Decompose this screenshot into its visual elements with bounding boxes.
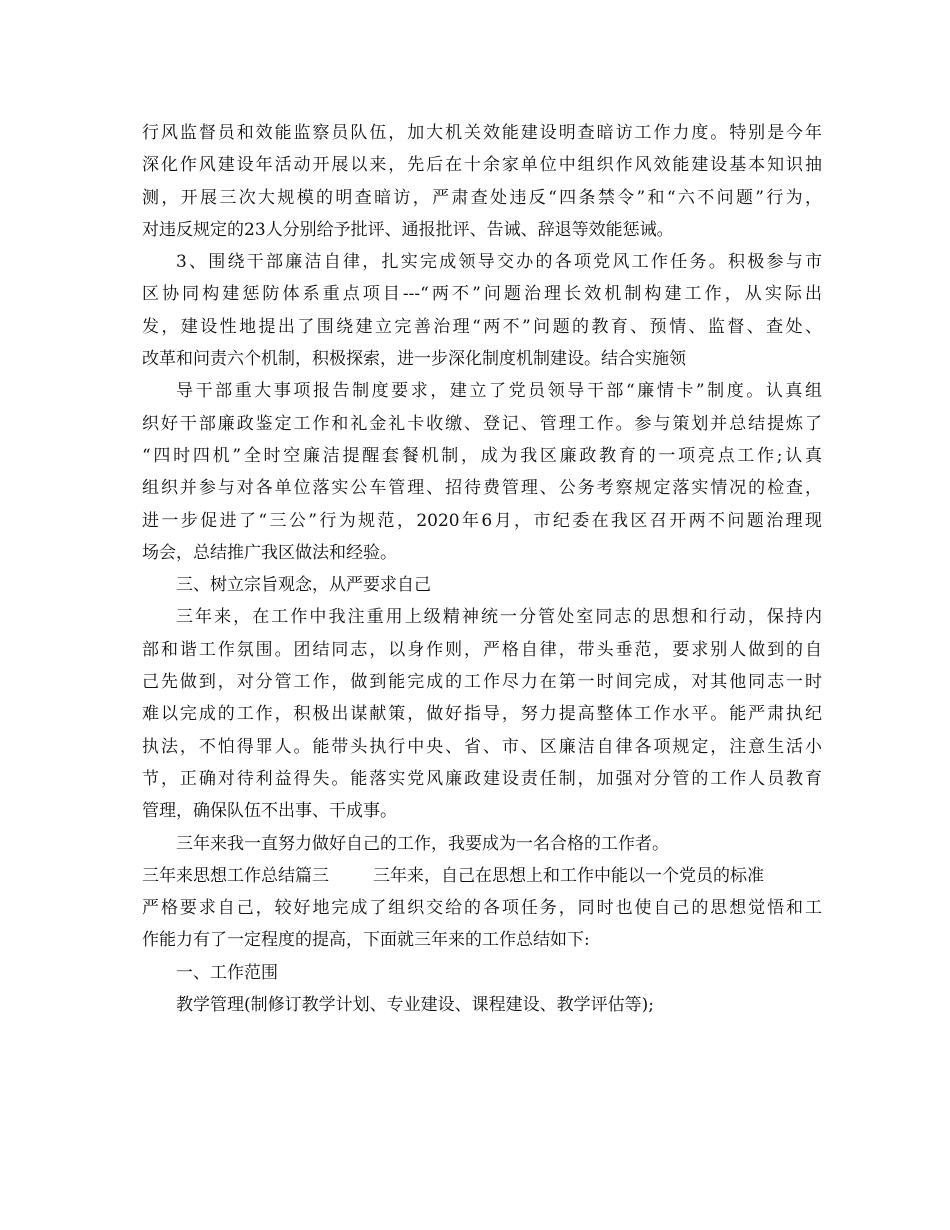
text-line: 行风监督员和效能监察员队伍，加大机关效能建设明查暗访工作力度。特别是今年 xyxy=(142,123,822,143)
text-line: 三年来，在工作中我注重用上级精神统一分管处室同志的思想和行动，保持内 xyxy=(176,607,822,628)
text-line: 测，开展三次大规模的明查暗访，严肃查处违反“四条禁令”和“六不问题”行为， xyxy=(142,187,822,208)
text-line: 难以完成的工作，积极出谋献策，做好指导，努力提高整体工作水平。能严肃执纪 xyxy=(142,704,822,725)
text-line: 发，建设性地提出了围绕建立完善治理“两不”问题的教育、预情、监督、查处、 xyxy=(142,316,822,337)
text-line: 进一步促进了“三公”行为规范，2020年6月，市纪委在我区召开两不问题治理现 xyxy=(142,510,822,531)
text-line: 管理，确保队伍不出事、干成事。 xyxy=(142,801,397,822)
text-line-with-heading xyxy=(142,860,822,892)
text-line: 区协同构建惩防体系重点项目---“两不”问题治理长效机制构建工作，从实际出 xyxy=(142,284,822,305)
section-heading: 一、工作范围 xyxy=(176,962,278,983)
text-line: 己先做到，对分管工作，做到能完成的工作尽力在第一时间完成，对其他同志一时 xyxy=(142,672,822,693)
section-heading: 三、树立宗旨观念，从严要求自己 xyxy=(176,575,431,596)
text-line: 3、围绕干部廉洁自律，扎实完成领导交办的各项党风工作任务。积极参与市 xyxy=(176,252,822,273)
text-line: 三年来我一直努力做好自己的工作，我要成为一名合格的工作者。 xyxy=(176,833,669,854)
text-line: 织好干部廉政鉴定工作和礼金礼卡收缴、登记、管理工作。参与策划并总结提炼了 xyxy=(142,413,822,434)
text-line: 导干部重大事项报告制度要求，建立了党员领导干部“廉情卡”制度。认真组 xyxy=(176,381,822,402)
text-line: 深化作风建设年活动开展以来，先后在十余家单位中组织作风效能建设基本知识抽 xyxy=(142,155,822,176)
text-line: 组织并参与对各单位落实公车管理、招待费管理、公务考察规定落实情况的检查， xyxy=(142,478,822,499)
text-line: 教学管理(制修订教学计划、专业建设、课程建设、教学评估等); xyxy=(176,995,654,1016)
document-body xyxy=(142,117,822,1021)
text-line: 场会，总结推广我区做法和经验。 xyxy=(142,542,397,563)
text-line: 对违反规定的23人分别给予批评、通报批评、告诫、辞退等效能惩诫。 xyxy=(142,219,674,240)
text-line: 作能力有了一定程度的提高，下面就三年来的工作总结如下: xyxy=(142,930,590,951)
text-line: 执法，不怕得罪人。能带头执行中央、省、市、区廉洁自律各项规定，注意生活小 xyxy=(142,736,822,757)
text-line: “四时四机”全时空廉洁提醒套餐机制，成为我区廉政教育的一项亮点工作;认真 xyxy=(142,445,822,466)
text-line: 严格要求自己，较好地完成了组织交给的各项任务，同时也使自己的思想觉悟和工 xyxy=(142,898,822,919)
text-line: 部和谐工作氛围。团结同志，以身作则，严格自律，带头垂范，要求别人做到的自 xyxy=(142,639,822,660)
article-heading: 三年来思想工作总结篇三 xyxy=(142,865,329,886)
text-line: 节，正确对待利益得失。能落实党风廉政建设责任制，加强对分管的工作人员教育 xyxy=(142,768,822,789)
article-intro: 三年来，自己在思想上和工作中能以一个党员的标准 xyxy=(373,865,764,886)
text-line: 改革和问责六个机制，积极探索，进一步深化制度机制建设。结合实施领 xyxy=(142,349,686,370)
